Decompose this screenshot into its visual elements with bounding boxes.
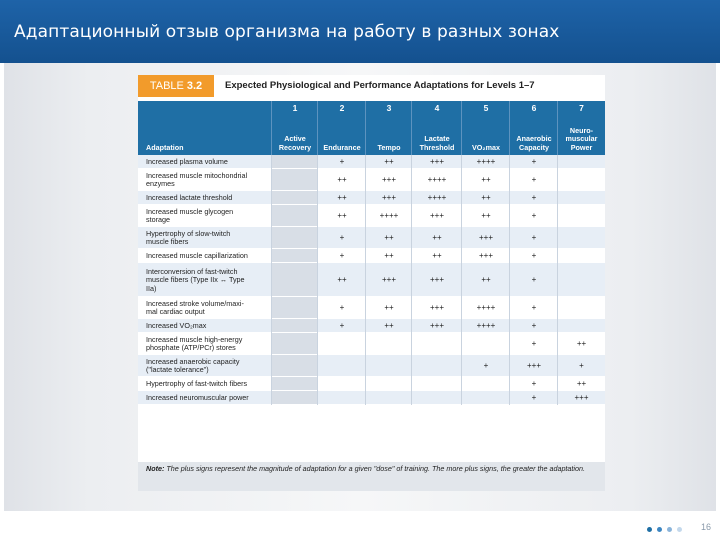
level-5-cell: ++ (481, 275, 491, 284)
table-row (138, 191, 605, 205)
cell-divider (557, 297, 558, 319)
cell-divider (509, 191, 510, 205)
level-header-7 (558, 101, 605, 155)
cell-divider (509, 319, 510, 333)
level-2-cell: ++ (337, 275, 347, 284)
level-7-cell (558, 263, 605, 296)
level-7-cell (558, 169, 605, 190)
level-5-cell: +++ (478, 251, 493, 260)
level-6-cell: + (531, 175, 537, 184)
cell-divider (461, 169, 462, 191)
adaptation-label: Hypertrophy of fast-twitch fibers (146, 379, 248, 388)
level-5-cell: ++ (481, 211, 491, 220)
adaptation-label: Increased muscle glycogen storage (146, 207, 234, 225)
level-4-cell: +++ (429, 303, 444, 312)
level-2-cell (318, 355, 366, 376)
header-divider (365, 101, 366, 155)
cell-divider (365, 169, 366, 191)
level-2-cell: ++ (337, 193, 347, 202)
cell-divider (411, 227, 412, 249)
level-5-cell (462, 333, 510, 354)
level-2-cell (318, 333, 366, 354)
header-divider (557, 101, 558, 155)
adaptation-label: Increased anaerobic capacity ("lactate tolerance") (146, 357, 240, 375)
adaptation-label: Increased plasma volume (146, 157, 228, 166)
level-7-cell: ++ (576, 379, 587, 388)
level-2-cell: ++ (337, 211, 347, 220)
level-6-cell: + (531, 339, 537, 348)
level-4-cell: ++ (432, 233, 442, 242)
cell-divider (509, 263, 510, 297)
level-1-cell (272, 333, 318, 354)
cell-divider (317, 377, 318, 391)
level-2-cell: + (339, 157, 345, 166)
level-1-cell (272, 191, 318, 204)
cell-divider (365, 155, 366, 169)
table-note (138, 462, 605, 491)
cell-divider (557, 191, 558, 205)
level-number: 7 (579, 103, 584, 113)
level-name: Tempo (377, 142, 401, 152)
cell-divider (365, 297, 366, 319)
level-3-cell: ++++ (379, 211, 399, 220)
level-5-cell: ++++ (476, 321, 496, 330)
level-1-cell (272, 263, 318, 296)
table-label-prefix: TABLE (149, 80, 184, 92)
cell-divider (461, 227, 462, 249)
cell-divider (317, 391, 318, 405)
level-number: 5 (483, 103, 489, 113)
level-6-cell: + (531, 157, 537, 166)
level-1-cell (272, 377, 318, 390)
cell-divider (557, 391, 558, 405)
cell-divider (557, 263, 558, 297)
cell-divider (461, 191, 462, 205)
level-2-cell: ++ (337, 175, 347, 184)
adaptation-column-header: Adaptation (146, 143, 184, 152)
cell-divider (411, 263, 412, 297)
cell-divider (509, 227, 510, 249)
table-row (138, 227, 605, 249)
cell-divider (271, 155, 272, 169)
slide-title: Адаптационный отзыв организма на работу в разных зонах (14, 22, 560, 42)
level-5-cell: ++ (481, 193, 491, 202)
cell-divider (411, 249, 412, 263)
level-7-cell (558, 155, 605, 168)
pagination-dot (677, 527, 682, 532)
adaptation-label: Increased lactate threshold (146, 193, 233, 202)
level-1-cell (272, 155, 318, 168)
level-2-cell: + (339, 321, 345, 330)
page-number: 16 (701, 522, 712, 532)
level-5-cell: ++++ (476, 303, 496, 312)
level-header-5 (462, 101, 510, 155)
cell-divider (411, 155, 412, 169)
level-name: Lactate Threshold (419, 134, 455, 152)
cell-divider (365, 205, 366, 227)
level-6-cell: + (531, 275, 537, 284)
cell-divider (557, 355, 558, 377)
level-7-cell (558, 319, 605, 332)
level-6-cell: + (531, 233, 537, 242)
cell-divider (509, 355, 510, 377)
level-4-cell: +++ (429, 321, 444, 330)
level-name: VO₂max (472, 142, 500, 152)
cell-divider (557, 333, 558, 355)
cell-divider (317, 263, 318, 297)
cell-divider (365, 249, 366, 263)
level-5-cell (462, 377, 510, 390)
level-6-cell: +++ (526, 361, 541, 370)
pagination-dot (667, 527, 672, 532)
table-row (138, 319, 605, 333)
level-1-cell (272, 319, 318, 332)
table-row (138, 297, 605, 319)
level-name: Active Recovery (278, 134, 312, 152)
level-3-cell: +++ (381, 193, 396, 202)
cell-divider (365, 319, 366, 333)
level-1-cell (272, 355, 318, 376)
cell-divider (271, 319, 272, 333)
level-1-cell (272, 297, 318, 318)
level-3-cell (366, 355, 412, 376)
cell-divider (365, 191, 366, 205)
level-header-1 (272, 101, 318, 155)
cell-divider (509, 169, 510, 191)
cell-divider (557, 205, 558, 227)
cell-divider (317, 227, 318, 249)
table-number-label (138, 75, 214, 97)
header-divider (461, 101, 462, 155)
table-caption: Expected Physiological and Performance Adaptations for Levels 1–7 (225, 80, 535, 91)
cell-divider (317, 191, 318, 205)
cell-divider (461, 155, 462, 169)
cell-divider (365, 377, 366, 391)
slide-header (0, 0, 720, 63)
level-name: Anaerobic Capacity (516, 134, 552, 152)
level-name: Neuro- muscular Power (565, 125, 598, 152)
level-6-cell: + (531, 193, 537, 202)
cell-divider (557, 169, 558, 191)
cell-divider (271, 355, 272, 377)
cell-divider (317, 249, 318, 263)
level-5-cell (462, 391, 510, 404)
cell-divider (271, 263, 272, 297)
cell-divider (271, 249, 272, 263)
cell-divider (365, 333, 366, 355)
adaptation-label: Increased VO₂max (146, 321, 207, 330)
level-number: 3 (386, 103, 392, 113)
pagination-dot (647, 527, 652, 532)
cell-divider (365, 263, 366, 297)
cell-divider (411, 391, 412, 405)
level-4-cell (412, 377, 462, 390)
level-6-cell: + (531, 393, 537, 402)
cell-divider (365, 355, 366, 377)
level-5-cell: ++ (481, 175, 491, 184)
cell-divider (411, 319, 412, 333)
level-7-cell (558, 297, 605, 318)
level-7-cell: +++ (574, 393, 589, 402)
cell-divider (461, 319, 462, 333)
level-1-cell (272, 227, 318, 248)
level-1-cell (272, 391, 318, 404)
cell-divider (461, 333, 462, 355)
cell-divider (271, 377, 272, 391)
level-3-cell: ++ (384, 303, 394, 312)
cell-divider (461, 377, 462, 391)
adaptation-label: Interconversion of fast-twitch muscle fibers (Type IIx ↔ Type IIa) (146, 267, 245, 293)
level-7-cell (558, 205, 605, 226)
table-note-lead: Note: (146, 464, 165, 473)
level-1-cell (272, 249, 318, 262)
cell-divider (317, 155, 318, 169)
level-1-cell (272, 205, 318, 226)
level-number: 1 (292, 103, 298, 113)
level-7-cell: + (579, 361, 584, 370)
level-4-cell: +++ (429, 157, 444, 166)
cell-divider (557, 377, 558, 391)
cell-divider (317, 297, 318, 319)
table-row (138, 391, 605, 405)
cell-divider (411, 377, 412, 391)
cell-divider (509, 333, 510, 355)
level-1-cell (272, 169, 318, 190)
level-3-cell: +++ (381, 175, 396, 184)
level-3-cell: ++ (384, 321, 394, 330)
cell-divider (411, 191, 412, 205)
header-divider (317, 101, 318, 155)
table-row (138, 263, 605, 297)
cell-divider (461, 205, 462, 227)
cell-divider (271, 391, 272, 405)
adaptation-label: Increased muscle capillarization (146, 251, 248, 260)
cell-divider (411, 333, 412, 355)
table-label-number: 3.2 (186, 80, 203, 92)
cell-divider (509, 377, 510, 391)
level-7-cell (558, 191, 605, 204)
level-4-cell (412, 355, 462, 376)
table-row (138, 169, 605, 191)
adaptation-label: Increased muscle high-energy phosphate (ATP/PCr) stores (146, 335, 243, 353)
cell-divider (317, 319, 318, 333)
cell-divider (317, 355, 318, 377)
cell-divider (557, 319, 558, 333)
level-3-cell (366, 391, 412, 404)
level-7-cell: ++ (576, 339, 587, 348)
level-number: 6 (531, 103, 537, 113)
level-4-cell: +++ (429, 275, 444, 284)
header-divider (271, 101, 272, 155)
cell-divider (509, 155, 510, 169)
level-3-cell (366, 377, 412, 390)
cell-divider (411, 169, 412, 191)
level-6-cell: + (531, 321, 537, 330)
cell-divider (271, 205, 272, 227)
level-4-cell: +++ (429, 211, 444, 220)
adaptation-label: Increased stroke volume/maxi- mal cardiac output (146, 299, 244, 317)
level-3-cell: ++ (384, 251, 394, 260)
level-2-cell: + (339, 303, 345, 312)
cell-divider (461, 391, 462, 405)
cell-divider (461, 249, 462, 263)
level-2-cell (318, 391, 366, 404)
level-6-cell: + (531, 211, 537, 220)
level-5-cell: + (483, 361, 489, 370)
level-header-3 (366, 101, 412, 155)
cell-divider (461, 263, 462, 297)
table-row (138, 155, 605, 169)
cell-divider (411, 355, 412, 377)
cell-divider (365, 227, 366, 249)
cell-divider (509, 205, 510, 227)
level-6-cell: + (531, 379, 537, 388)
level-5-cell: ++++ (476, 157, 496, 166)
table-note-text: The plus signs represent the magnitude of adaptation for a given "dose" of training. The more plus signs, the greater the adaptation. (166, 464, 586, 473)
level-3-cell: ++ (384, 157, 394, 166)
cell-divider (557, 249, 558, 263)
level-4-cell: ++ (432, 251, 442, 260)
cell-divider (271, 297, 272, 319)
level-header-6 (510, 101, 558, 155)
table-row (138, 377, 605, 391)
cell-divider (317, 333, 318, 355)
cell-divider (271, 191, 272, 205)
level-header-4 (412, 101, 462, 155)
cell-divider (509, 249, 510, 263)
level-2-cell (318, 377, 366, 390)
level-6-cell: + (531, 251, 537, 260)
table-row (138, 355, 605, 377)
adaptations-table (138, 75, 605, 491)
cell-divider (317, 169, 318, 191)
cell-divider (317, 205, 318, 227)
cell-divider (509, 297, 510, 319)
cell-divider (365, 391, 366, 405)
cell-divider (461, 297, 462, 319)
level-number: 2 (339, 103, 345, 113)
level-6-cell: + (531, 303, 537, 312)
level-5-cell: +++ (478, 233, 493, 242)
cell-divider (461, 355, 462, 377)
level-4-cell (412, 391, 462, 404)
table-row (138, 249, 605, 263)
adaptation-label: Hypertrophy of slow-twitch muscle fibers (146, 229, 231, 247)
level-4-cell: ++++ (427, 193, 447, 202)
adaptation-label: Increased neuromuscular power (146, 393, 249, 402)
table-row (138, 205, 605, 227)
cell-divider (411, 205, 412, 227)
cell-divider (509, 391, 510, 405)
table-header-row (138, 101, 605, 155)
cell-divider (557, 155, 558, 169)
table-title-bar (138, 75, 605, 97)
pagination-dot (657, 527, 662, 532)
level-3-cell (366, 333, 412, 354)
header-divider (509, 101, 510, 155)
level-7-cell (558, 249, 605, 262)
table-row (138, 333, 605, 355)
level-2-cell: + (339, 233, 345, 242)
level-3-cell: ++ (384, 233, 394, 242)
level-2-cell: + (339, 251, 345, 260)
header-divider (411, 101, 412, 155)
cell-divider (271, 169, 272, 191)
cell-divider (557, 227, 558, 249)
level-header-2 (318, 101, 366, 155)
cell-divider (411, 297, 412, 319)
level-number: 4 (434, 103, 440, 113)
cell-divider (271, 227, 272, 249)
level-4-cell (412, 333, 462, 354)
level-7-cell (558, 227, 605, 248)
adaptation-label: Increased muscle mitochondrial enzymes (146, 171, 248, 189)
level-3-cell: +++ (381, 275, 396, 284)
level-name: Endurance (323, 142, 361, 152)
cell-divider (271, 333, 272, 355)
level-4-cell: ++++ (427, 175, 447, 184)
